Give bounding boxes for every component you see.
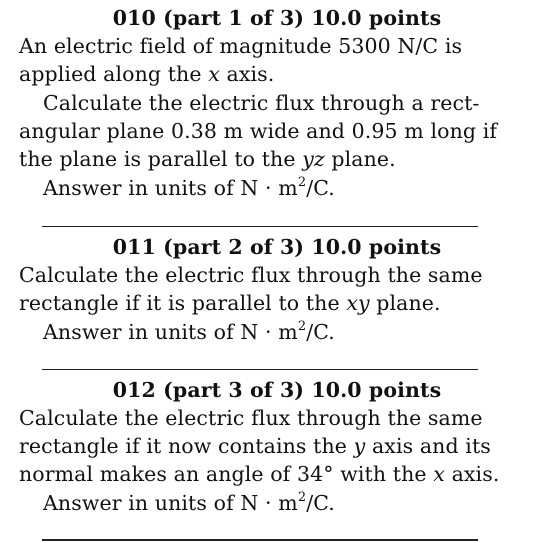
separator-line [42,369,478,370]
problem-011-header: 011 (part 2 of 3) 10.0 points [112,235,442,259]
problem-010-line-2: applied along the x axis. [19,62,275,86]
problem-010-line-1: An electric field of magnitude 5300 N/C is [19,34,463,58]
separator-line [42,226,478,227]
problem-011-answer-units: Answer in units of $N \cdot m^2/C$. [43,319,335,344]
problem-012-header: 012 (part 3 of 3) 10.0 points [112,378,442,402]
problem-010-answer-units: Answer in units of $N \cdot m^2/C$. [43,175,335,200]
separator-line [42,539,478,541]
problem-010-line-5: the plane is parallel to the yz plane. [19,147,396,171]
problem-011-line-2: rectangle if it is parallel to the xy plane. [19,291,441,315]
problem-012-answer-units: Answer in units of $N \cdot m^2/C$. [43,490,335,515]
problem-012-line-2: rectangle if it now contains the y axis and its [19,434,491,458]
problem-012-line-3: normal makes an angle of 34° with the x axis. [19,462,500,486]
problem-012-line-1: Calculate the electric flux through the same [19,406,483,430]
problem-010-line-4: angular plane 0.38 m wide and 0.95 m long if [19,119,498,143]
problem-010-line-3: Calculate the electric flux through a rect- [43,91,480,115]
problem-011-line-1: Calculate the electric flux through the same [19,263,483,287]
problem-010-header: 010 (part 1 of 3) 10.0 points [112,6,442,30]
